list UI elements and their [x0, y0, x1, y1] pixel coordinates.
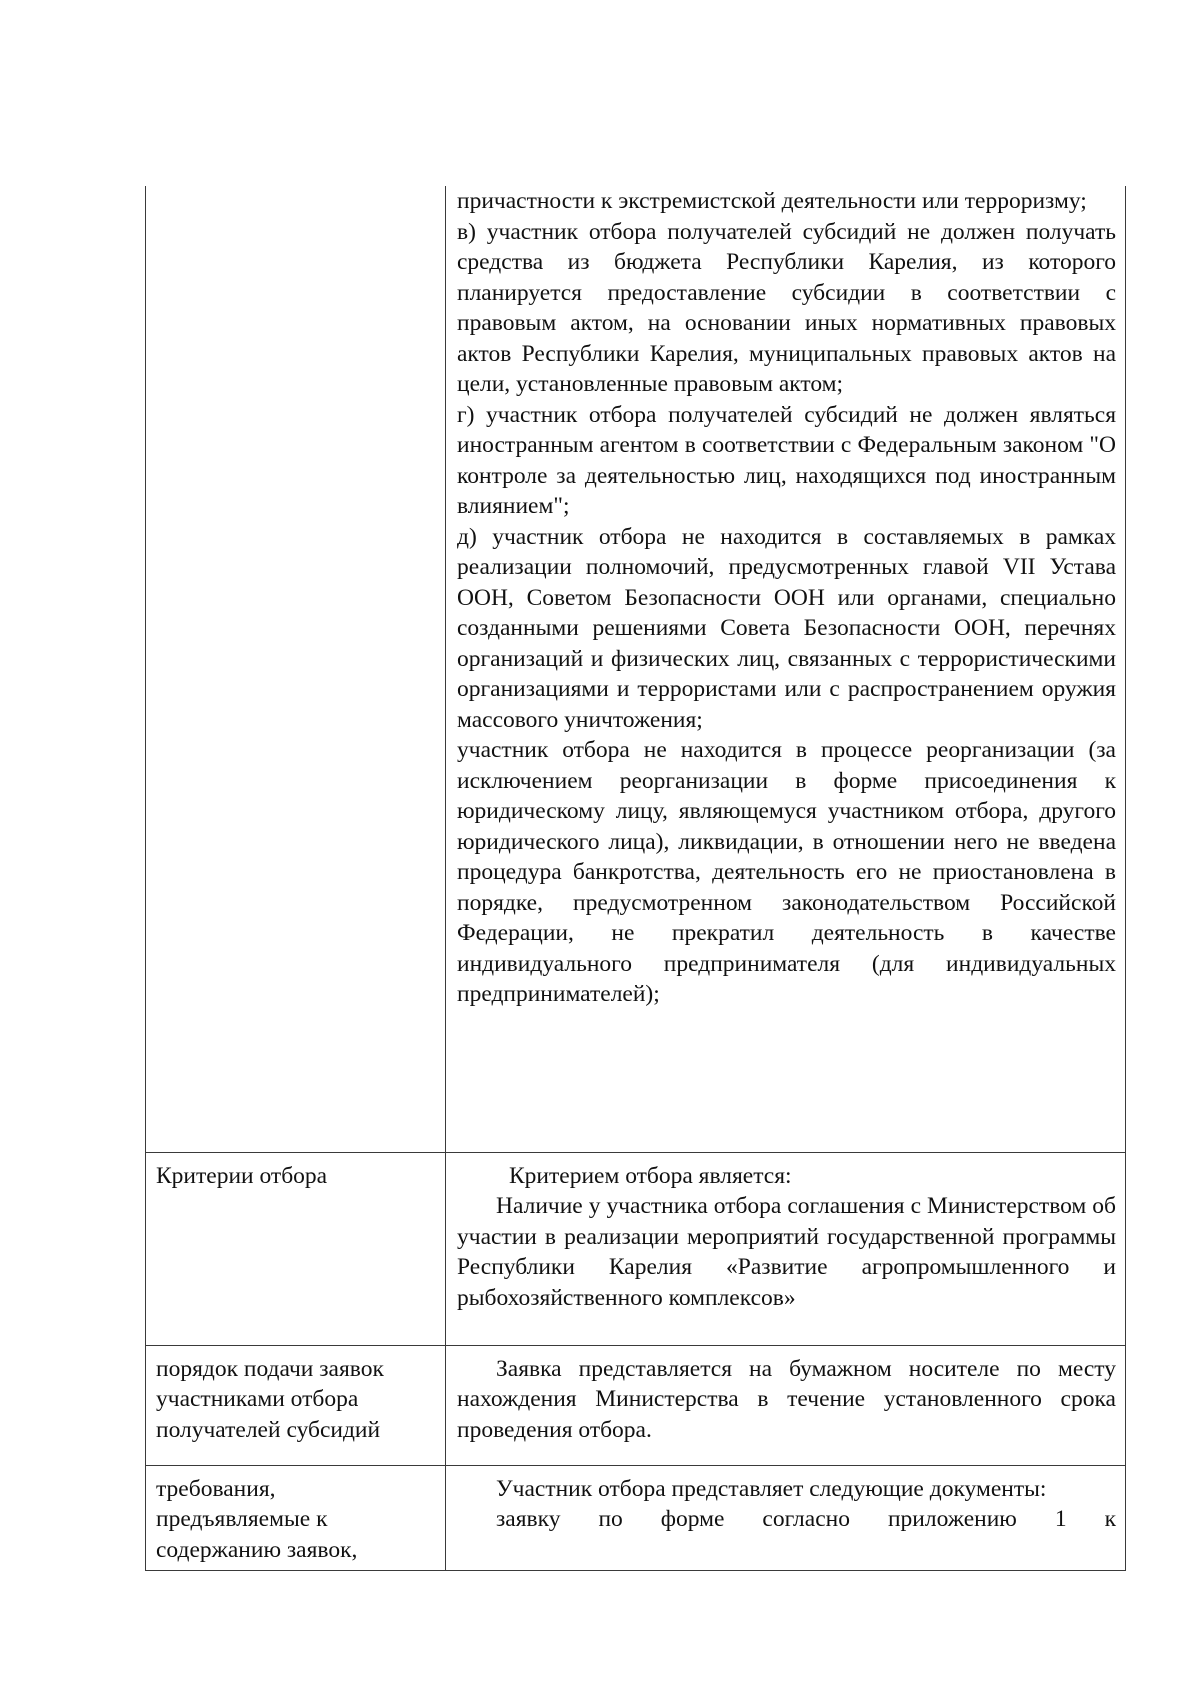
- table-row: [146, 186, 1126, 1152]
- paragraph: Критерием отбора является:: [509, 1162, 792, 1189]
- content-cell: [446, 1465, 1126, 1570]
- label-cell: [146, 1345, 446, 1465]
- paragraph: Участник отбора представляет следующие документы:: [496, 1475, 1047, 1502]
- table-row: [146, 1152, 1126, 1345]
- row-label: требования, предъявляемые к содержанию заявок,: [156, 1475, 358, 1563]
- paragraph: г) участник отбора получателей субсидий не должен являться иностранным агентом в соответствии с Федеральным законом "О контроле за деятельностью лиц, находящихся под иностранным влиянием";: [457, 401, 1116, 519]
- label-cell: [146, 1465, 446, 1570]
- content-cell: [446, 1152, 1126, 1345]
- row-label: порядок подачи заявок участниками отбора получателей субсидий: [156, 1355, 384, 1443]
- paragraph: причастности к экстремистской деятельности или терроризму;: [457, 188, 1087, 214]
- paragraph: в) участник отбора получателей субсидий не должен получать средства из бюджета Республики Карелия, из которого планируется предоставление субсидии в соответствии с правовым актом, на основании иных нормативных правовых актов Республики Карелия, муниципальных правовых актов на цели, установленные правовым актом;: [457, 218, 1116, 397]
- document-table: [145, 186, 1126, 1571]
- content-cell: [446, 1345, 1126, 1465]
- paragraph: д) участник отбора не находится в составляемых в рамках реализации полномочий, предусмотренных главой VII Устава ООН, Советом Безопасности ООН или органами, специально созданными решениями Совета Безопасности ООН, перечнях организаций и физических лиц, связанных с террористическими организациями и террористами или с распространением оружия массового уничтожения;: [457, 523, 1116, 733]
- table-row: [146, 1465, 1126, 1570]
- content-cell: [446, 186, 1126, 1152]
- table-row: [146, 1345, 1126, 1465]
- paragraph: участник отбора не находится в процессе реорганизации (за исключением реорганизации в форме присоединения к юридическому лицу, являющемуся участником отбора, другого юридического лица), ликвидации, в отношении него не введена процедура банкротства, деятельность его не приостановлена в порядке, предусмотренном законодательством Российской Федерации, не прекратил деятельность в качестве индивидуального предпринимателя (для индивидуальных предпринимателей);: [457, 737, 1116, 1007]
- paragraph: заявку по форме согласно приложению 1 к: [496, 1506, 1116, 1532]
- paragraph: Заявка представляется на бумажном носителе по месту нахождения Министерства в течение установленного срока проведения отбора.: [457, 1355, 1116, 1443]
- label-cell: [146, 186, 446, 1152]
- paragraph: Наличие у участника отбора соглашения с Министерством об участии в реализации мероприятий государственной программы Республики Карелия «Развитие агропромышленного и рыбохозяйственного комплексов»: [457, 1193, 1116, 1311]
- row-label: Критерии отбора: [156, 1162, 328, 1189]
- row-label: [146, 186, 445, 194]
- label-cell: [146, 1152, 446, 1345]
